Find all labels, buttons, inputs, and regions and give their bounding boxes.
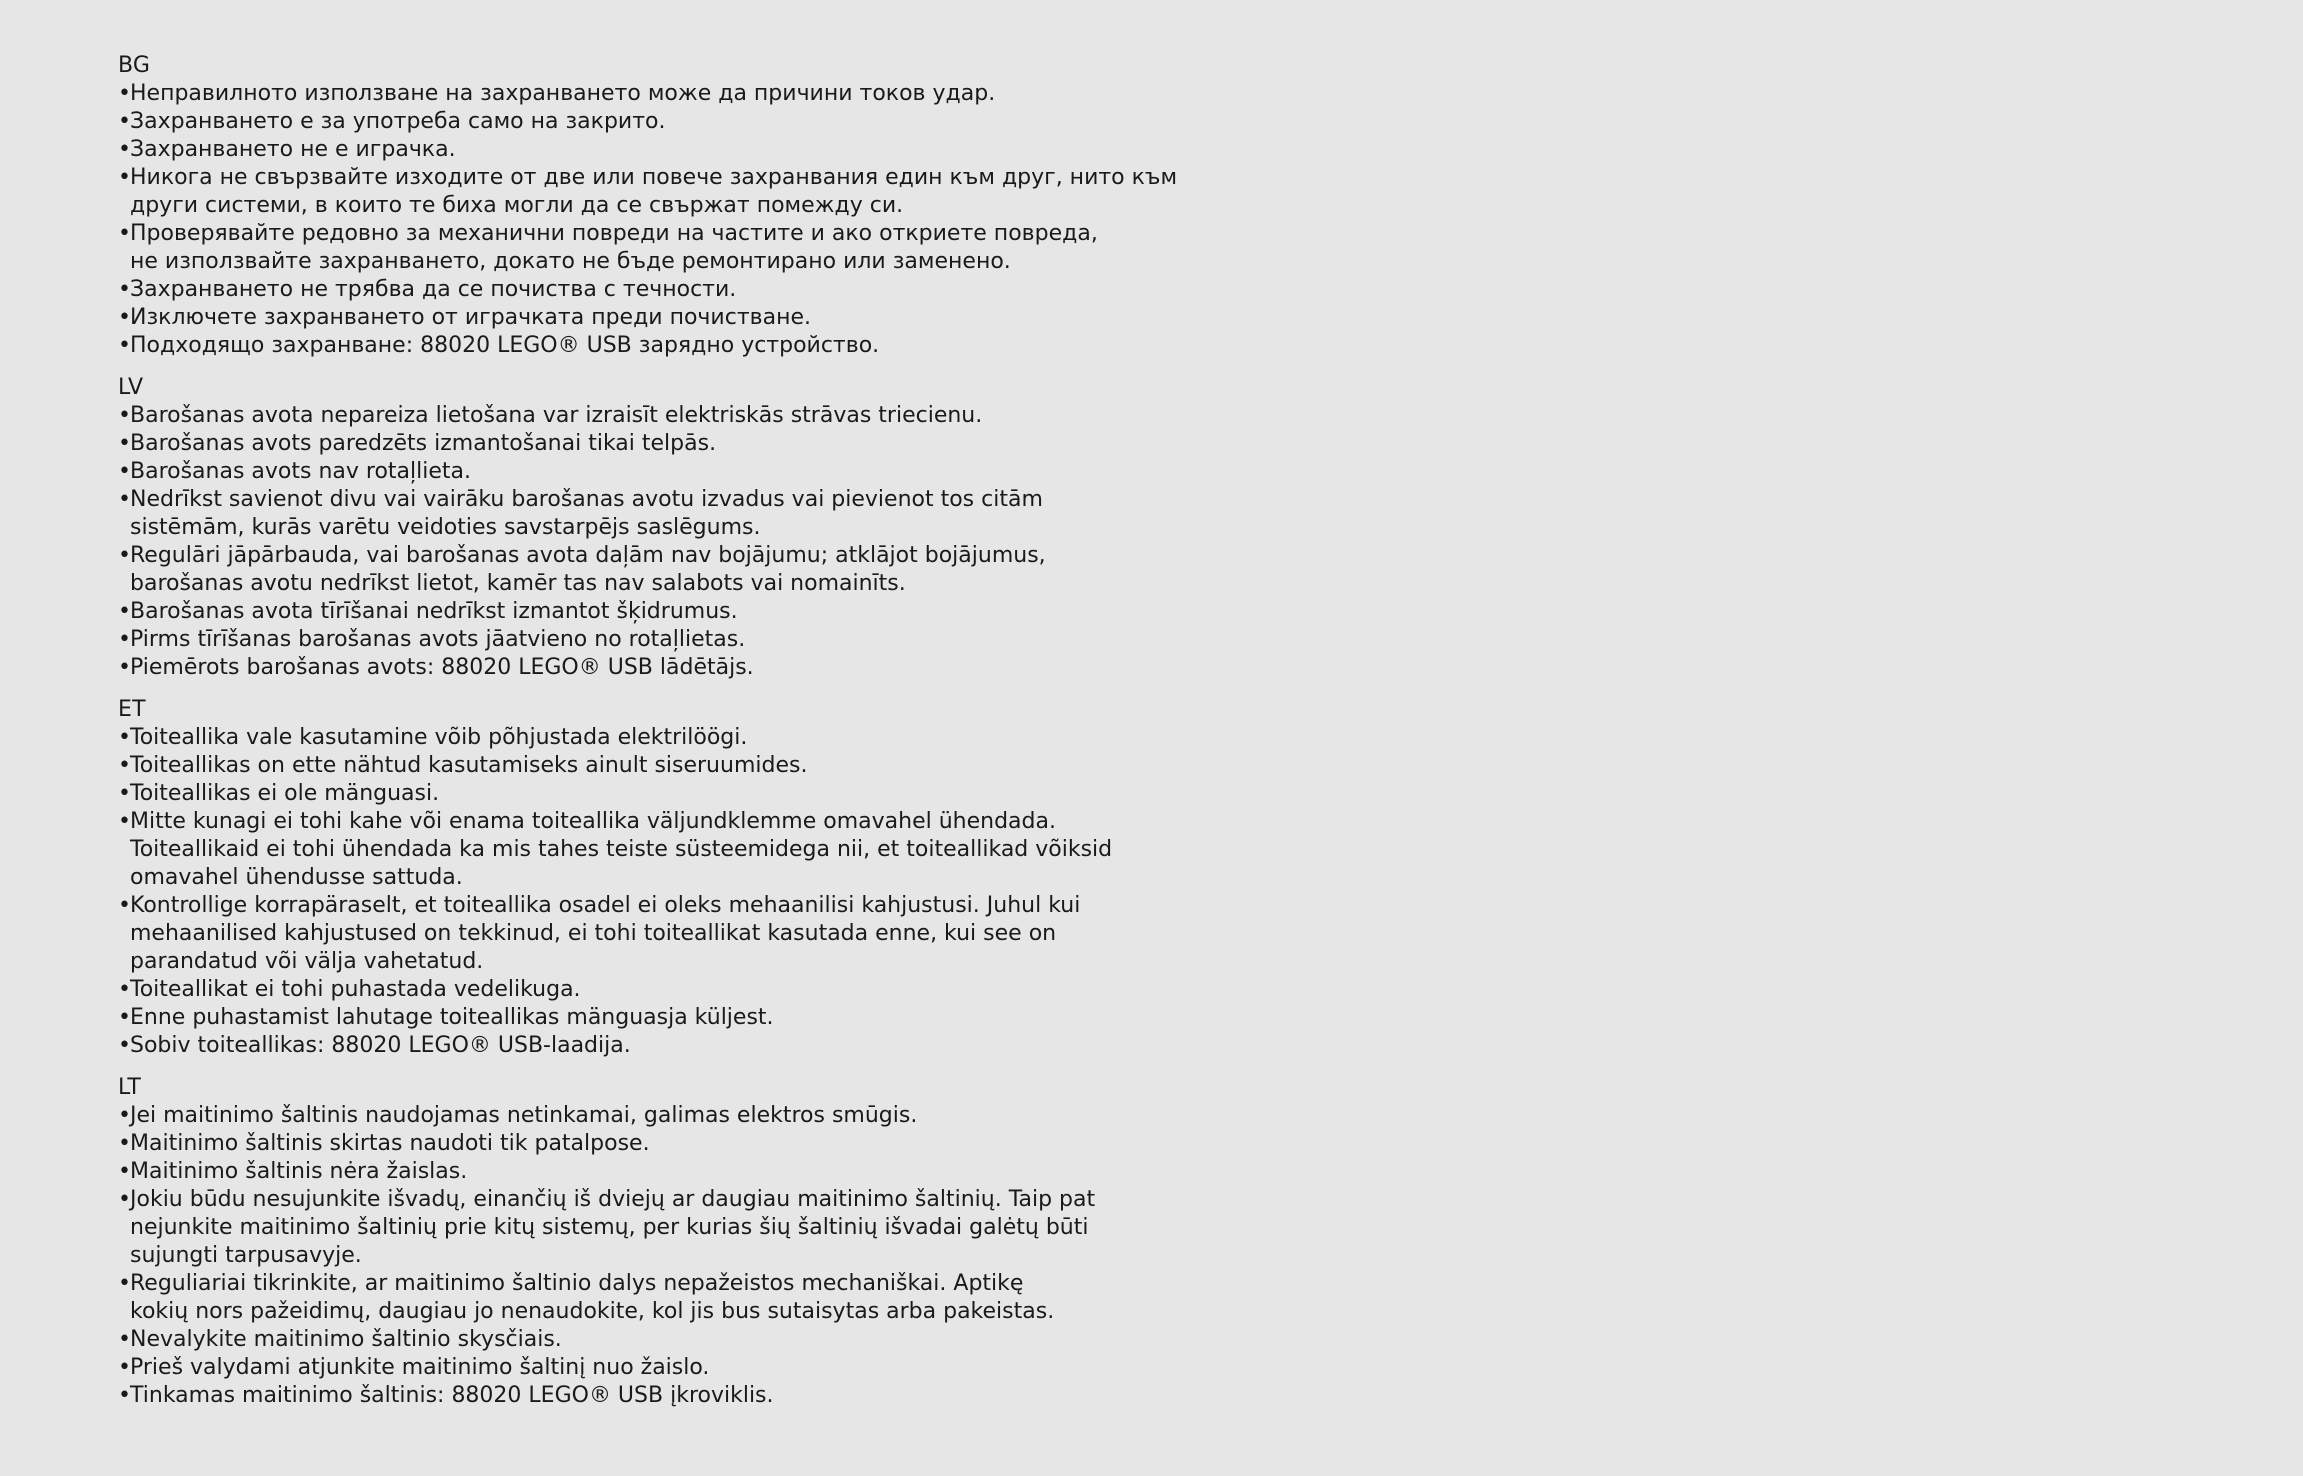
bullet-dot-icon: • [118,487,131,512]
bullet-text-line: Tinkamas maitinimo šaltinis: 88020 LEGO® USB įkroviklis. [130,1383,774,1408]
language-section-bg [118,52,2303,360]
bullet-text-line: Toiteallikas ei ole mänguasi. [130,781,440,806]
bullet-dot-icon: • [118,1103,131,1128]
safety-bullet-item [118,108,2303,136]
language-code-heading: LT [118,1075,142,1100]
safety-bullet-item [118,1102,2303,1130]
bullet-dot-icon: • [118,1005,131,1030]
bullet-text-line: Barošanas avota tīrīšanai nedrīkst izmantot šķidrumus. [130,599,738,624]
safety-bullet-item [118,976,2303,1004]
bullet-text-line: други системи, в които те биха могли да се свържат помежду си. [130,193,904,218]
bullet-dot-icon: • [118,109,131,134]
safety-bullet-item [118,654,2303,682]
bullet-text-line: Захранването е за употреба само на закрито. [130,109,666,134]
bullet-text-line: Prieš valydami atjunkite maitinimo šaltinį nuo žaislo. [130,1355,710,1380]
safety-bullet-item [118,136,2303,164]
bullet-dot-icon: • [118,1187,131,1212]
safety-bullet-item [118,1158,2303,1186]
bullet-text-line: Захранването не трябва да се почиства с течности. [130,277,737,302]
bullet-text-line: Barošanas avota nepareiza lietošana var izraisīt elektriskās strāvas triecienu. [130,403,983,428]
bullet-text-line: sujungti tarpusavyje. [130,1243,362,1268]
language-code-heading: LV [118,375,144,400]
safety-bullet-item [118,1130,2303,1158]
bullet-text-line: parandatud või välja vahetatud. [130,949,484,974]
bullet-text-line: Nedrīkst savienot divu vai vairāku barošanas avotu izvadus vai pievienot tos citām [130,487,1043,512]
bullet-text-line: nejunkite maitinimo šaltinių prie kitų sistemų, per kurias šių šaltinių išvadai galėtų būti [130,1215,1089,1240]
safety-bullet-list [118,80,2303,360]
bullet-dot-icon: • [118,305,131,330]
safety-bullet-item [118,626,2303,654]
safety-bullet-item [118,808,2303,892]
bullet-dot-icon: • [118,809,131,834]
bullet-dot-icon: • [118,725,131,750]
safety-bullet-item [118,430,2303,458]
bullet-text-line: Maitinimo šaltinis nėra žaislas. [130,1159,468,1184]
bullet-dot-icon: • [118,431,131,456]
safety-bullet-item [118,1270,2303,1326]
bullet-dot-icon: • [118,543,131,568]
safety-bullet-item [118,1382,2303,1410]
safety-bullet-item [118,780,2303,808]
bullet-text-line: Изключете захранването от играчката преди почистване. [130,305,811,330]
bullet-dot-icon: • [118,221,131,246]
bullet-dot-icon: • [118,781,131,806]
bullet-dot-icon: • [118,459,131,484]
bullet-text-line: Reguliariai tikrinkite, ar maitinimo šaltinio dalys nepažeistos mechaniškai. Aptikę [130,1271,1024,1296]
bullet-dot-icon: • [118,1383,131,1408]
bullet-text-line: mehaanilised kahjustused on tekkinud, ei tohi toiteallikat kasutada enne, kui see on [130,921,1057,946]
safety-bullet-item [118,1186,2303,1270]
bullet-text-line: Jei maitinimo šaltinis naudojamas netinkamai, galimas elektros smūgis. [130,1103,918,1128]
bullet-text-line: Enne puhastamist lahutage toiteallikas mänguasja küljest. [130,1005,774,1030]
safety-bullet-item [118,752,2303,780]
safety-bullet-list [118,402,2303,682]
safety-bullet-item [118,542,2303,598]
safety-bullet-item [118,80,2303,108]
safety-bullet-item [118,724,2303,752]
bullet-text-line: sistēmām, kurās varētu veidoties savstarpējs saslēgums. [130,515,761,540]
bullet-text-line: Nevalykite maitinimo šaltinio skysčiais. [130,1327,562,1352]
language-section-lv [118,374,2303,682]
bullet-text-line: Jokiu būdu nesujunkite išvadų, einančių iš dviejų ar daugiau maitinimo šaltinių. Taip pat [130,1187,1096,1212]
bullet-dot-icon: • [118,1033,131,1058]
bullet-text-line: Regulāri jāpārbauda, vai barošanas avota daļām nav bojājumu; atklājot bojājumus, [130,543,1046,568]
bullet-dot-icon: • [118,753,131,778]
safety-bullet-item [118,598,2303,626]
bullet-text-line: Barošanas avots nav rotaļlieta. [130,459,471,484]
bullet-dot-icon: • [118,333,131,358]
bullet-dot-icon: • [118,81,131,106]
bullet-text-line: Подходящо захранване: 88020 LEGO® USB зарядно устройство. [130,333,880,358]
bullet-dot-icon: • [118,277,131,302]
bullet-text-line: omavahel ühendusse sattuda. [130,865,463,890]
safety-bullet-item [118,892,2303,976]
language-section-et [118,696,2303,1060]
bullet-dot-icon: • [118,599,131,624]
safety-bullet-item [118,486,2303,542]
bullet-dot-icon: • [118,1271,131,1296]
safety-bullet-item [118,332,2303,360]
safety-bullet-item [118,164,2303,220]
bullet-text-line: Неправилното използване на захранването може да причини токов удар. [130,81,996,106]
bullet-dot-icon: • [118,627,131,652]
bullet-dot-icon: • [118,655,131,680]
bullet-text-line: Проверявайте редовно за механични повреди на частите и ако откриете повреда, [130,221,1098,246]
safety-bullet-item [118,402,2303,430]
safety-bullet-item [118,1032,2303,1060]
bullet-text-line: Toiteallika vale kasutamine võib põhjustada elektrilöögi. [130,725,748,750]
bullet-text-line: Pirms tīrīšanas barošanas avots jāatvieno no rotaļlietas. [130,627,746,652]
safety-bullet-item [118,1354,2303,1382]
bullet-text-line: Mitte kunagi ei tohi kahe või enama toiteallika väljundklemme omavahel ühendada. [130,809,1056,834]
bullet-text-line: Sobiv toiteallikas: 88020 LEGO® USB-laadija. [130,1033,631,1058]
bullet-dot-icon: • [118,977,131,1002]
bullet-dot-icon: • [118,165,131,190]
safety-bullet-list [118,1102,2303,1410]
bullet-dot-icon: • [118,403,131,428]
bullet-dot-icon: • [118,1131,131,1156]
bullet-text-line: Maitinimo šaltinis skirtas naudoti tik patalpose. [130,1131,650,1156]
safety-bullet-item [118,220,2303,276]
bullet-text-line: Toiteallikat ei tohi puhastada vedelikuga. [130,977,581,1002]
language-code-heading: ET [118,697,146,722]
bullet-text-line: не използвайте захранването, докато не бъде ремонтирано или заменено. [130,249,1011,274]
bullet-text-line: Piemērots barošanas avots: 88020 LEGO® USB lādētājs. [130,655,754,680]
bullet-dot-icon: • [118,137,131,162]
bullet-text-line: Toiteallikas on ette nähtud kasutamiseks ainult siseruumides. [130,753,808,778]
bullet-text-line: Никога не свързвайте изходите от две или повече захранвания един към друг, нито към [130,165,1178,190]
bullet-text-line: kokių nors pažeidimų, daugiau jo nenaudokite, kol jis bus sutaisytas arba pakeistas. [130,1299,1055,1324]
language-code-heading: BG [118,53,151,78]
safety-bullet-item [118,276,2303,304]
language-section-lt [118,1074,2303,1410]
safety-bullet-item [118,1326,2303,1354]
bullet-text-line: Barošanas avots paredzēts izmantošanai tikai telpās. [130,431,717,456]
bullet-dot-icon: • [118,1355,131,1380]
bullet-text-line: Захранването не е играчка. [130,137,456,162]
bullet-text-line: barošanas avotu nedrīkst lietot, kamēr tas nav salabots vai nomainīts. [130,571,906,596]
safety-bullet-item [118,458,2303,486]
safety-bullet-list [118,724,2303,1060]
safety-bullet-item [118,304,2303,332]
bullet-text-line: Kontrollige korrapäraselt, et toiteallika osadel ei oleks mehaanilisi kahjustusi. Juhul kui [130,893,1081,918]
bullet-dot-icon: • [118,893,131,918]
safety-bullet-item [118,1004,2303,1032]
bullet-dot-icon: • [118,1327,131,1352]
bullet-text-line: Toiteallikaid ei tohi ühendada ka mis tahes teiste süsteemidega nii, et toiteallikad võiksid [130,837,1113,862]
bullet-dot-icon: • [118,1159,131,1184]
